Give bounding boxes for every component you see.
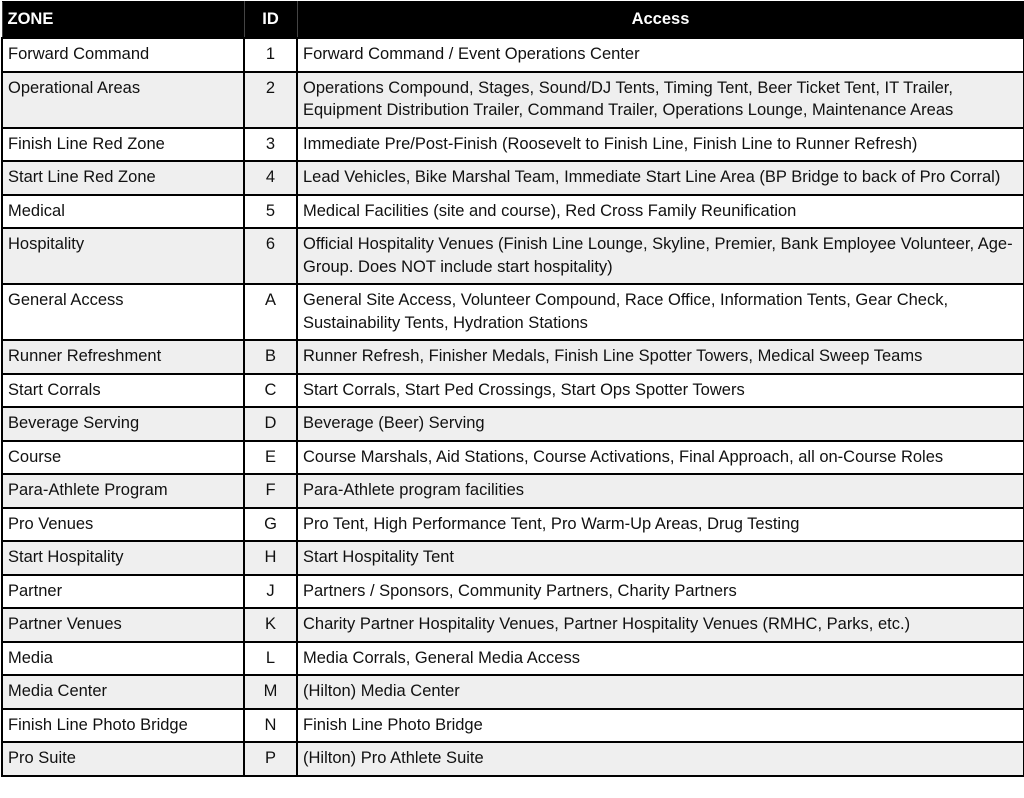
zone-cell: Operational Areas [2,72,244,128]
access-cell: (Hilton) Pro Athlete Suite [297,742,1024,776]
table-row [2,642,1024,676]
table-row [2,374,1024,408]
table-row [2,675,1024,709]
table-row [2,72,1024,128]
zone-cell: Start Line Red Zone [2,161,244,195]
id-cell: H [244,541,297,575]
header-row [2,2,1024,39]
access-cell: Media Corrals, General Media Access [297,642,1024,676]
zone-cell: Media Center [2,675,244,709]
id-cell: P [244,742,297,776]
access-cell: Forward Command / Event Operations Center [297,38,1024,72]
table-body [2,38,1024,776]
table-row [2,441,1024,475]
zone-cell: Hospitality [2,228,244,284]
id-cell: E [244,441,297,475]
table-row [2,284,1024,340]
access-cell: Immediate Pre/Post-Finish (Roosevelt to Finish Line, Finish Line to Runner Refresh) [297,128,1024,162]
access-cell: Charity Partner Hospitality Venues, Partner Hospitality Venues (RMHC, Parks, etc.) [297,608,1024,642]
id-cell: L [244,642,297,676]
id-cell: K [244,608,297,642]
id-cell: 6 [244,228,297,284]
column-header-access: Access [297,2,1024,39]
table-row [2,38,1024,72]
access-cell: (Hilton) Media Center [297,675,1024,709]
zone-cell: Beverage Serving [2,407,244,441]
id-cell: F [244,474,297,508]
id-cell: D [244,407,297,441]
table-row [2,228,1024,284]
table-row [2,340,1024,374]
id-cell: 4 [244,161,297,195]
zone-cell: Runner Refreshment [2,340,244,374]
id-cell: 3 [244,128,297,162]
zone-cell: Pro Venues [2,508,244,542]
table-header [2,2,1024,39]
access-cell: Course Marshals, Aid Stations, Course Activations, Final Approach, all on-Course Roles [297,441,1024,475]
zone-cell: Medical [2,195,244,229]
table-row [2,541,1024,575]
zone-cell: Start Hospitality [2,541,244,575]
zone-cell: General Access [2,284,244,340]
id-cell: N [244,709,297,743]
access-cell: Medical Facilities (site and course), Red Cross Family Reunification [297,195,1024,229]
zone-cell: Start Corrals [2,374,244,408]
access-cell: Lead Vehicles, Bike Marshal Team, Immediate Start Line Area (BP Bridge to back of Pro Corral) [297,161,1024,195]
access-cell: Beverage (Beer) Serving [297,407,1024,441]
id-cell: C [244,374,297,408]
table-row [2,742,1024,776]
zone-cell: Partner Venues [2,608,244,642]
table-row [2,195,1024,229]
table-row [2,407,1024,441]
zone-cell: Pro Suite [2,742,244,776]
table-row [2,709,1024,743]
access-cell: Finish Line Photo Bridge [297,709,1024,743]
id-cell: 1 [244,38,297,72]
id-cell: G [244,508,297,542]
zone-cell: Course [2,441,244,475]
id-cell: 2 [244,72,297,128]
table-row [2,161,1024,195]
id-cell: J [244,575,297,609]
column-header-zone: ZONE [2,2,244,39]
zone-cell: Finish Line Red Zone [2,128,244,162]
id-cell: 5 [244,195,297,229]
access-cell: Start Hospitality Tent [297,541,1024,575]
access-cell: Operations Compound, Stages, Sound/DJ Tents, Timing Tent, Beer Ticket Tent, IT Trailer, Equipment Distribution Trailer, Command Trailer, Operations Lounge, Maintenance Areas [297,72,1024,128]
access-cell: Official Hospitality Venues (Finish Line Lounge, Skyline, Premier, Bank Employee Volunteer, Age-Group. Does NOT include start hospitality) [297,228,1024,284]
access-cell: Runner Refresh, Finisher Medals, Finish Line Spotter Towers, Medical Sweep Teams [297,340,1024,374]
access-cell: Start Corrals, Start Ped Crossings, Start Ops Spotter Towers [297,374,1024,408]
id-cell: B [244,340,297,374]
column-header-id: ID [244,2,297,39]
table-row [2,575,1024,609]
access-cell: General Site Access, Volunteer Compound, Race Office, Information Tents, Gear Check, Sustainability Tents, Hydration Stations [297,284,1024,340]
zone-cell: Finish Line Photo Bridge [2,709,244,743]
zone-cell: Partner [2,575,244,609]
zone-cell: Para-Athlete Program [2,474,244,508]
table-row [2,508,1024,542]
table-row [2,128,1024,162]
zone-cell: Media [2,642,244,676]
access-cell: Partners / Sponsors, Community Partners, Charity Partners [297,575,1024,609]
access-cell: Pro Tent, High Performance Tent, Pro Warm-Up Areas, Drug Testing [297,508,1024,542]
access-cell: Para-Athlete program facilities [297,474,1024,508]
id-cell: M [244,675,297,709]
zone-cell: Forward Command [2,38,244,72]
zone-access-table [1,1,1024,777]
table-row [2,608,1024,642]
table-row [2,474,1024,508]
id-cell: A [244,284,297,340]
